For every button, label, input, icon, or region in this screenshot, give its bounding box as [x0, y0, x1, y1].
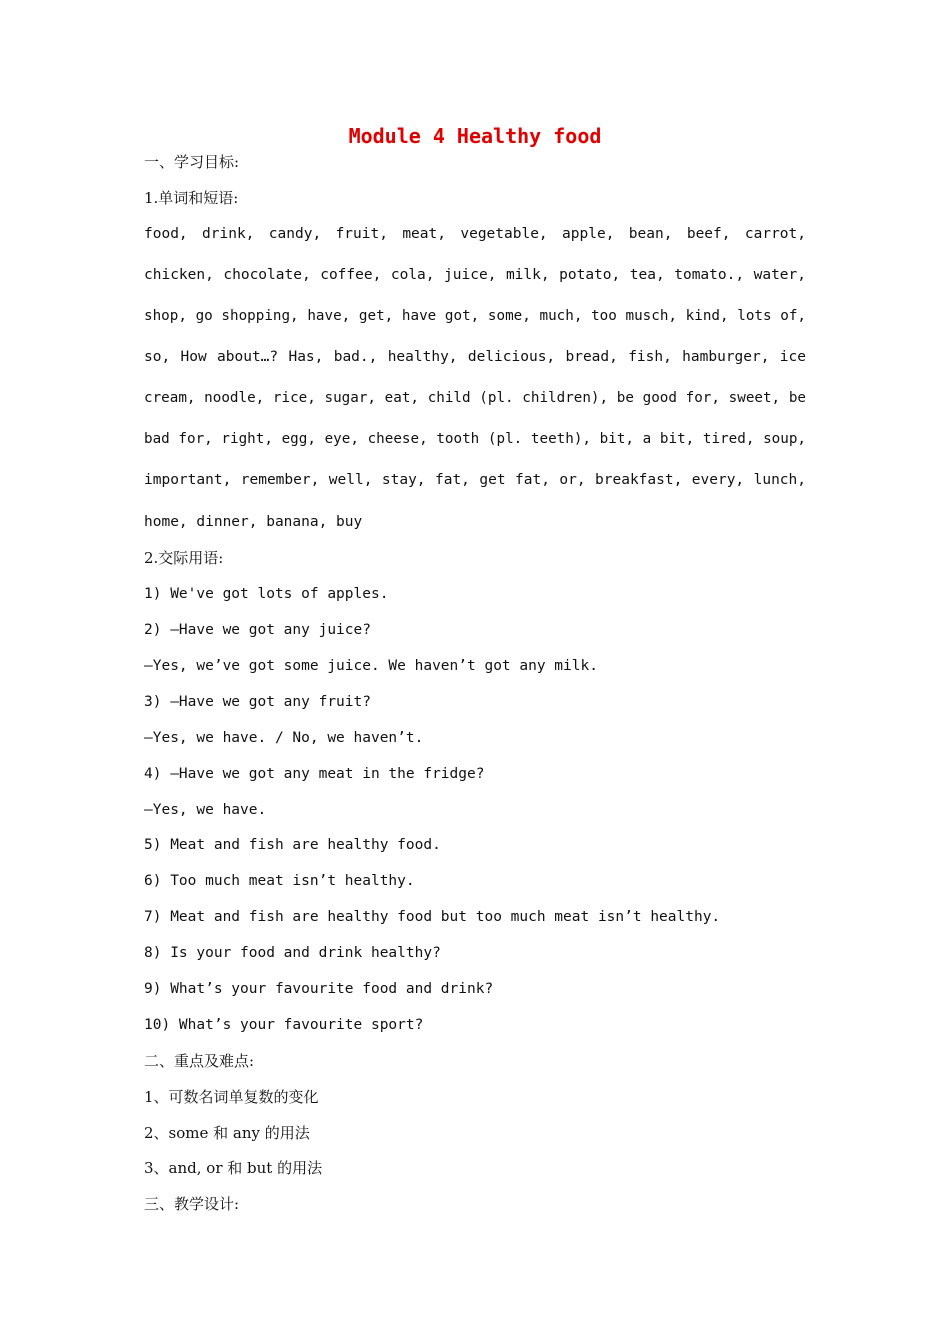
key-point-item: 2、some 和 any 的用法 [144, 1124, 310, 1142]
key-point-item: 1、可数名词单复数的变化 [144, 1088, 319, 1106]
dialogue-line: —Yes, we have. / No, we haven’t. [144, 730, 424, 746]
vocab-line: shop, go shopping, have, get, have got, some, much, too musch, kind, lots of, [144, 308, 806, 324]
document-title: Module 4 Healthy food [348, 124, 602, 148]
dialogue-line: —Yes, we have. [144, 802, 267, 818]
section-teaching-design-heading: 三、教学设计: [144, 1195, 240, 1213]
vocab-line: chicken, chocolate, coffee, cola, juice, milk, potato, tea, tomato., water, [144, 267, 806, 283]
dialogue-line: 4) —Have we got any meat in the fridge? [144, 766, 485, 782]
vocab-line: so, How about…? Has, bad., healthy, delicious, bread, fish, hamburger, ice [144, 349, 806, 365]
dialogue-line: 1) We've got lots of apples. [144, 586, 389, 602]
vocab-line: home, dinner, banana, buy [144, 514, 363, 530]
key-point-item: 3、and, or 和 but 的用法 [144, 1159, 323, 1177]
vocab-line: cream, noodle, rice, sugar, eat, child (pl. children), be good for, sweet, be [144, 390, 806, 406]
expressions-heading: 2.交际用语: [144, 549, 224, 567]
dialogue-line: 5) Meat and fish are healthy food. [144, 837, 441, 853]
dialogue-line: 2) —Have we got any juice? [144, 622, 371, 638]
section-key-points-heading: 二、重点及难点: [144, 1052, 255, 1070]
dialogue-line: 10) What’s your favourite sport? [144, 1017, 424, 1033]
vocab-line: important, remember, well, stay, fat, get fat, or, breakfast, every, lunch, [144, 472, 806, 488]
dialogue-line: —Yes, we’ve got some juice. We haven’t got any milk. [144, 658, 598, 674]
vocab-line: bad for, right, egg, eye, cheese, tooth (pl. teeth), bit, a bit, tired, soup, [144, 431, 806, 447]
dialogue-line: 8) Is your food and drink healthy? [144, 945, 441, 961]
section-learning-goals-heading: 一、学习目标: [144, 153, 240, 171]
dialogue-line: 9) What’s your favourite food and drink? [144, 981, 494, 997]
vocab-line: food, drink, candy, fruit, meat, vegetable, apple, bean, beef, carrot, [144, 226, 806, 242]
dialogue-line: 6) Too much meat isn’t healthy. [144, 873, 415, 889]
vocabulary-heading: 1.单词和短语: [144, 189, 239, 207]
dialogue-line: 7) Meat and fish are healthy food but too much meat isn’t healthy. [144, 909, 721, 925]
dialogue-line: 3) —Have we got any fruit? [144, 694, 371, 710]
